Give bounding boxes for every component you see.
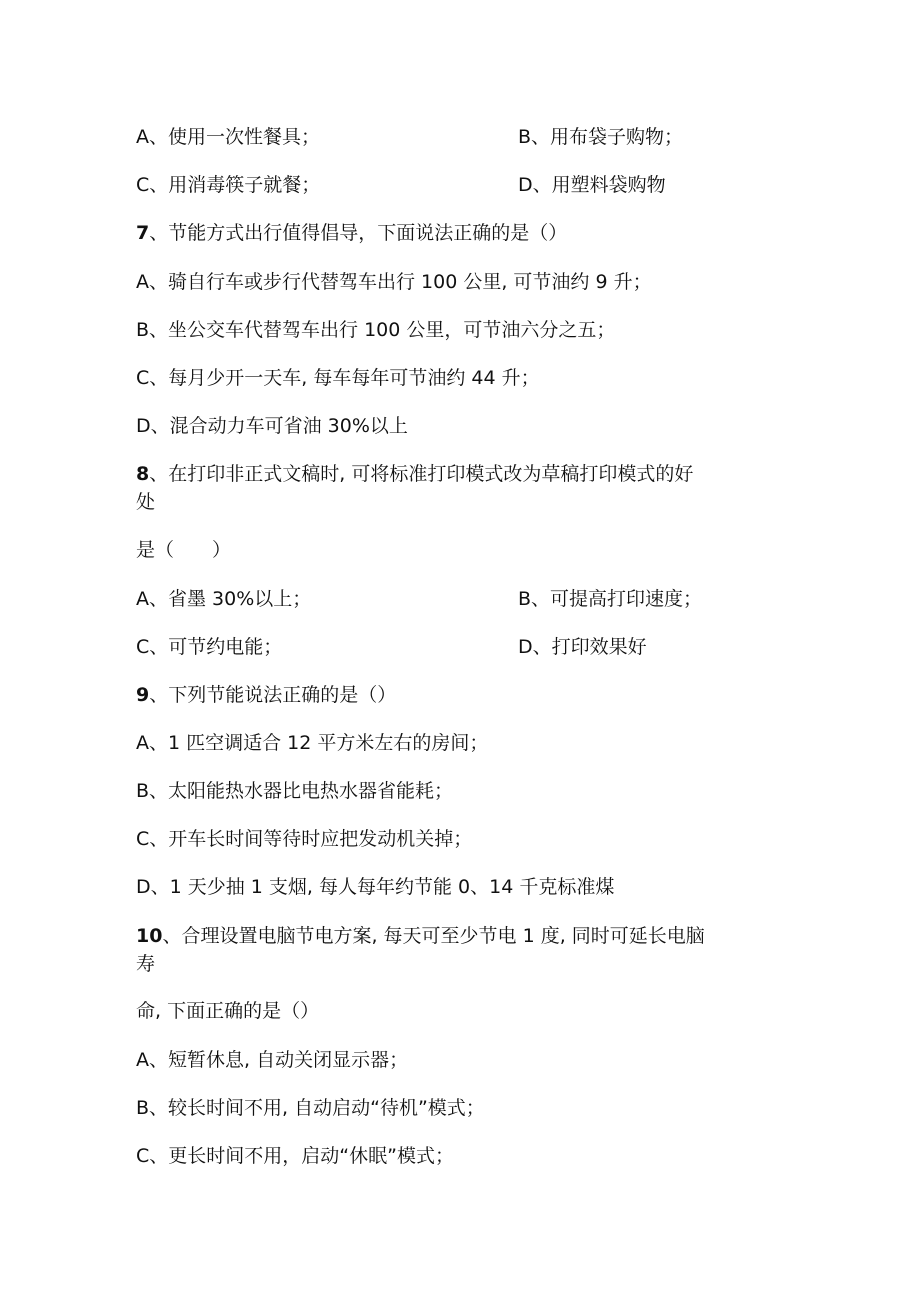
option-line: D、混合动力车可省油 30%以上 <box>136 415 408 437</box>
question-number: 10 <box>136 925 163 947</box>
option-line: C、开车长时间等待时应把发动机关掉； <box>136 828 473 850</box>
option-line: B、太阳能热水器比电热水器省能耗； <box>136 780 454 802</box>
question-8 <box>136 462 693 486</box>
question-number: 7 <box>136 222 150 244</box>
option-row <box>136 173 666 197</box>
option-line: A、短暂休息, 自动关闭显示器； <box>136 1049 409 1071</box>
question-text: 、节能方式出行值得倡导，下面说法正确的是（） <box>149 222 568 244</box>
question-text-line: 是（ ） <box>136 539 232 561</box>
option-line: D、1 天少抽 1 支烟, 每人每年约节能 0、14 千克标准煤 <box>136 876 615 898</box>
option-line: C、每月少开一天车, 每车每年可节油约 44 升； <box>136 367 540 389</box>
option-line: B、较长时间不用, 自动启动“待机”模式； <box>136 1097 485 1119</box>
option-text: A、省墨 30%以上； <box>136 588 312 610</box>
option-text: D、打印效果好 <box>518 636 647 658</box>
option-text: D、用塑料袋购物 <box>518 174 666 196</box>
option-line: A、1 匹空调适合 12 平方米左右的房间； <box>136 732 489 754</box>
option-row <box>136 587 703 611</box>
question-text: 、下列节能说法正确的是（） <box>149 684 397 706</box>
question-7 <box>136 221 567 245</box>
option-text: A、使用一次性餐具； <box>136 126 320 148</box>
option-row <box>136 125 684 149</box>
question-text: 、在打印非正式文稿时, 可将标准打印模式改为草稿打印模式的好 <box>149 463 694 485</box>
option-text: C、用消毒筷子就餐； <box>136 174 321 196</box>
option-text: B、用布袋子购物； <box>518 126 684 148</box>
question-text: 、合理设置电脑节电方案, 每天可至少节电 1 度, 同时可延长电脑 <box>162 925 705 947</box>
option-text: C、可节约电能； <box>136 636 283 658</box>
option-text: B、可提高打印速度； <box>518 588 703 610</box>
option-line: A、骑自行车或步行代替驾车出行 100 公里, 可节油约 9 升； <box>136 271 652 293</box>
question-number: 9 <box>136 684 150 706</box>
question-text-wrap: 处 <box>136 491 156 513</box>
question-9 <box>136 683 396 707</box>
question-10 <box>136 924 705 948</box>
question-text-line: 命, 下面正确的是（） <box>136 1000 320 1022</box>
option-line: B、坐公交车代替驾车出行 100 公里，可节油六分之五； <box>136 319 616 341</box>
option-row <box>136 635 647 659</box>
option-line: C、更长时间不用，启动“休眠”模式； <box>136 1145 454 1167</box>
question-text-wrap: 寿 <box>136 953 156 975</box>
question-number: 8 <box>136 463 150 485</box>
